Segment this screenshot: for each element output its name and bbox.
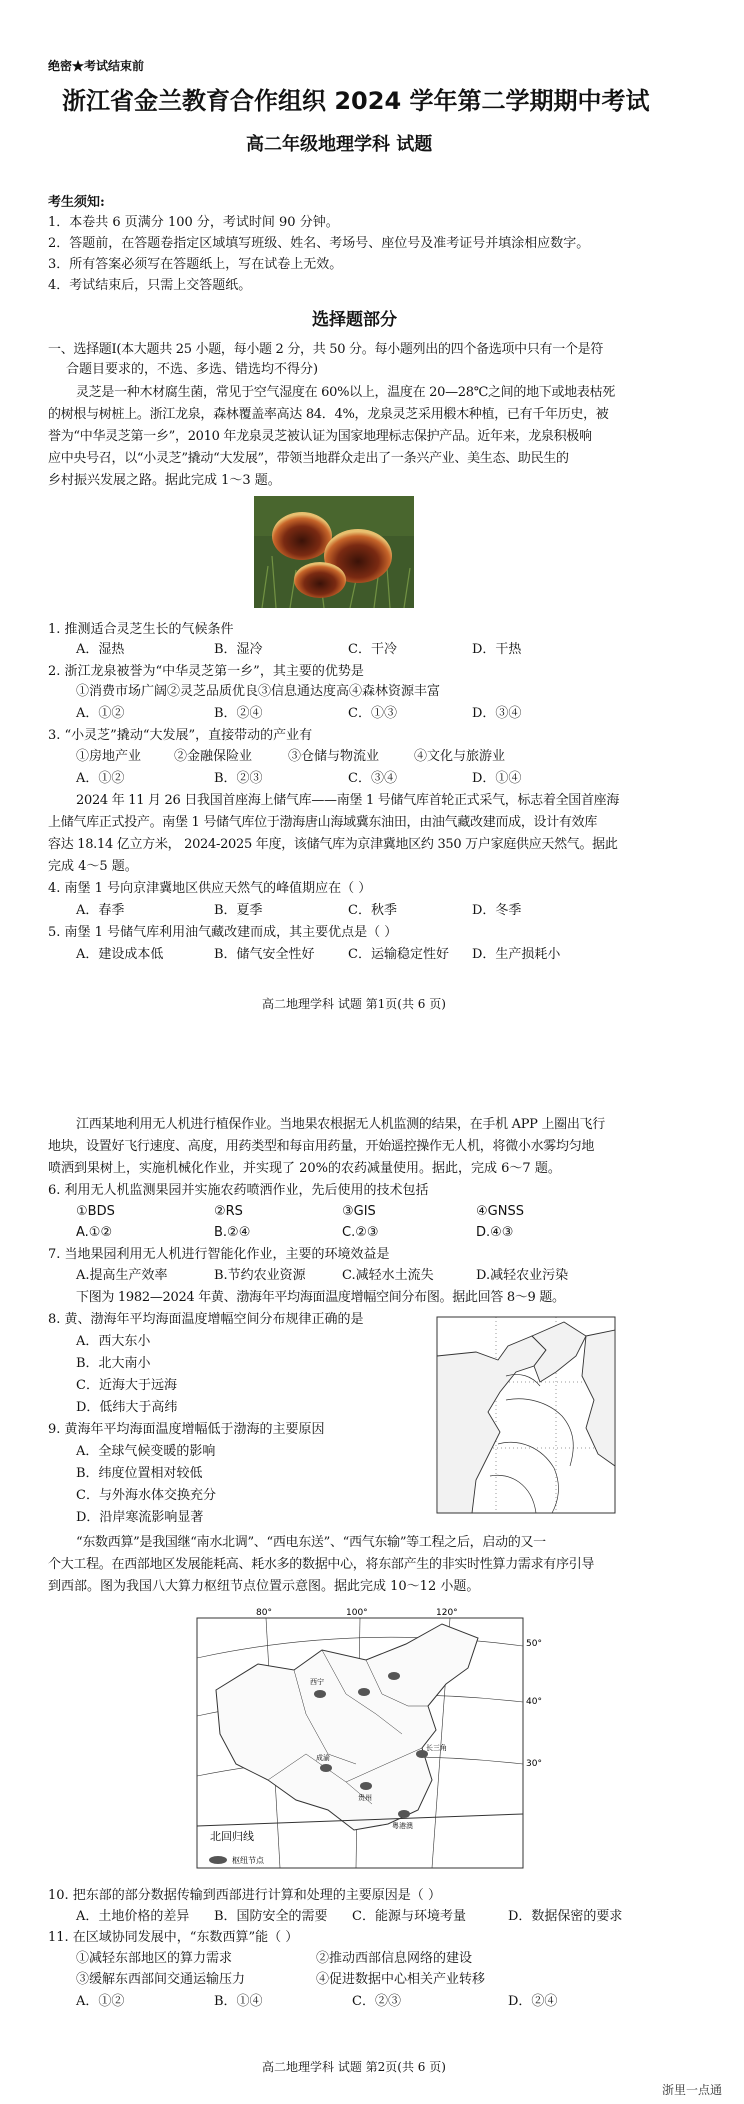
passage3-line: 地块，设置好飞行速度、高度，用药类型和每亩用药量，开始遥控操作无人机，将微小水雾均匀地 <box>48 1139 595 1154</box>
node-label: 长三角 <box>426 1744 447 1752</box>
q3-option-d[interactable]: D．①④ <box>472 771 522 786</box>
q11-option-a[interactable]: A．①② <box>76 1994 125 2009</box>
lon-label: 100° <box>346 1608 368 1618</box>
q3-option-a[interactable]: A．①② <box>76 771 125 786</box>
passage3-line: 江西某地利用无人机进行植保作业。当地果农根据无人机监测的结果，在手机 APP 上圈出飞行 <box>76 1117 605 1132</box>
q6-option-a[interactable]: A.①② <box>76 1225 113 1240</box>
q1-option-d[interactable]: D．干热 <box>472 642 522 657</box>
hub-node <box>388 1672 400 1680</box>
exam-subtitle: 高二年级地理学科 试题 <box>246 134 433 155</box>
lingzhi-photo <box>254 496 414 608</box>
q6-option-b[interactable]: B.②④ <box>214 1225 251 1240</box>
lat-label: 40° <box>526 1697 542 1707</box>
q4-option-a[interactable]: A．春季 <box>76 903 125 918</box>
passage3-line: 喷洒到果树上，实施机械化作业，并实现了 20%的农药减量使用。据此，完成 6～7 题。 <box>48 1161 561 1176</box>
node-label: 粤港澳 <box>392 1822 413 1830</box>
q3-item: ②金融保险业 <box>174 749 253 764</box>
q3-item: ③仓储与物流业 <box>288 749 380 764</box>
q5-option-d[interactable]: D．生产损耗小 <box>472 947 561 962</box>
q11-option-c[interactable]: C．②③ <box>352 1994 401 2009</box>
q11-item: ③缓解东西部间交通运输压力 <box>76 1972 246 1987</box>
notice-item: 1．本卷共 6 页满分 100 分，考试时间 90 分钟。 <box>48 215 339 230</box>
q6-item: ②RS <box>214 1204 243 1219</box>
q9-option-b[interactable]: B．纬度位置相对较低 <box>76 1466 203 1481</box>
q1-option-b[interactable]: B．湿冷 <box>214 642 263 657</box>
q7-option-c[interactable]: C.减轻水土流失 <box>342 1268 434 1283</box>
page2-footer: 高二地理学科 试题 第2页(共 6 页) <box>262 2060 446 2074</box>
q9-option-a[interactable]: A．全球气候变暖的影响 <box>76 1444 216 1459</box>
hub-node <box>358 1688 370 1696</box>
passage4: 下图为 1982—2024 年黄、渤海年平均海面温度增幅空间分布图。据此回答 8～9 题。 <box>76 1290 565 1305</box>
q8-option-b[interactable]: B．北大南小 <box>76 1356 151 1371</box>
q9-option-d[interactable]: D．沿岸寒流影响显著 <box>76 1510 204 1525</box>
q11-item: ①减轻东部地区的算力需求 <box>76 1951 233 1966</box>
section-title: 选择题部分 <box>312 310 397 330</box>
passage1-line: 乡村振兴发展之路。据此完成 1～3 题。 <box>48 473 281 488</box>
q8-option-c[interactable]: C．近海大于远海 <box>76 1378 177 1393</box>
q4-option-c[interactable]: C．秋季 <box>348 903 397 918</box>
secret-label: 绝密★考试结束前 <box>48 59 145 73</box>
q9-stem: 9. 黄海年平均海面温度增幅低于渤海的主要原因 <box>48 1422 325 1437</box>
q11-item: ②推动西部信息网络的建设 <box>316 1951 473 1966</box>
q10-option-b[interactable]: B．国防安全的需要 <box>214 1909 328 1924</box>
q3-option-c[interactable]: C．③④ <box>348 771 397 786</box>
q5-option-b[interactable]: B．储气安全性好 <box>214 947 315 962</box>
lon-label: 80° <box>256 1608 272 1618</box>
node-label: 成渝 <box>316 1754 330 1762</box>
watermark: 浙里一点通 <box>662 2083 723 2097</box>
passage2-line: 容达 18.14 亿立方米， 2024-2025 年度，该储气库为京津冀地区约 350 万户家庭供应天然气。据此 <box>48 837 618 852</box>
sea-temperature-map <box>436 1316 616 1514</box>
hub-node <box>360 1782 372 1790</box>
q9-option-c[interactable]: C．与外海水体交换充分 <box>76 1488 216 1503</box>
q1-option-a[interactable]: A．湿热 <box>76 642 125 657</box>
node-label: 西宁 <box>310 1678 324 1686</box>
notice-title: 考生须知: <box>48 195 105 210</box>
q7-stem: 7. 当地果园利用无人机进行智能化作业，主要的环境效益是 <box>48 1247 390 1262</box>
q6-item: ④GNSS <box>476 1204 524 1219</box>
lingzhi-cap-3 <box>294 562 346 598</box>
q7-option-d[interactable]: D.减轻农业污染 <box>476 1268 569 1283</box>
lat-label: 30° <box>526 1759 542 1769</box>
q6-option-d[interactable]: D.④③ <box>476 1225 514 1240</box>
q3-stem: 3. “小灵芝”撬动“大发展”，直接带动的产业有 <box>48 728 313 743</box>
q8-option-d[interactable]: D．低纬大于高纬 <box>76 1400 178 1415</box>
q5-option-a[interactable]: A．建设成本低 <box>76 947 164 962</box>
q1-stem: 1. 推测适合灵芝生长的气候条件 <box>48 622 234 637</box>
passage2-line: 上储气库正式投产。南堡 1 号储气库位于渤海唐山海域冀东油田，由油气藏改建而成，设计有效库 <box>48 815 598 830</box>
q3-option-b[interactable]: B．②③ <box>214 771 263 786</box>
q2-option-c[interactable]: C．①③ <box>348 706 397 721</box>
passage5-line: “东数西算”是我国继“南水北调”、“西电东送”、“西气东输”等工程之后，启动的又一 <box>76 1535 546 1550</box>
legend-node-icon <box>209 1856 227 1864</box>
q2-option-b[interactable]: B．②④ <box>214 706 263 721</box>
q2-option-d[interactable]: D．③④ <box>472 706 522 721</box>
passage1-line: 应中央号召，以“小灵芝”撬动“大发展”，带领当地群众走出了一条兴产业、美生态、助民生的 <box>48 451 569 466</box>
q10-stem: 10. 把东部的部分数据传输到西部进行计算和处理的主要原因是（ ） <box>48 1888 441 1903</box>
q6-item: ①BDS <box>76 1204 115 1219</box>
q2-stem: 2. 浙江龙泉被誉为“中华灵芝第一乡”，其主要的优势是 <box>48 664 364 679</box>
lon-label: 120° <box>436 1608 458 1618</box>
passage1-line: 灵芝是一种木材腐生菌，常见于空气湿度在 60%以上，温度在 20—28℃之间的地下或地表枯死 <box>76 385 615 400</box>
passage5-line: 到西部。图为我国八大算力枢纽节点位置示意图。据此完成 10～12 小题。 <box>48 1579 480 1594</box>
lingzhi-cap-1 <box>272 512 332 560</box>
q5-option-c[interactable]: C．运输稳定性好 <box>348 947 449 962</box>
notice-item: 4．考试结束后，只需上交答题纸。 <box>48 278 252 293</box>
node-label: 贵州 <box>358 1794 372 1802</box>
q11-option-d[interactable]: D．②④ <box>508 1994 558 2009</box>
hub-node <box>314 1690 326 1698</box>
q11-option-b[interactable]: B．①④ <box>214 1994 263 2009</box>
q10-option-c[interactable]: C．能源与环境考量 <box>352 1909 466 1924</box>
passage2-line: 完成 4～5 题。 <box>48 859 138 874</box>
q5-stem: 5. 南堡 1 号储气库利用油气藏改建而成，其主要优点是（ ） <box>48 925 398 940</box>
hub-node <box>398 1810 410 1818</box>
q6-stem: 6. 利用无人机监测果园并实施农药喷洒作业，先后使用的技术包括 <box>48 1183 429 1198</box>
exam-title: 浙江省金兰教育合作组织 2024 学年第二学期期中考试 <box>62 87 650 115</box>
passage5-line: 个大工程。在西部地区发展能耗高、耗水多的数据中心，将东部产生的非实时性算力需求有序引导 <box>48 1557 595 1572</box>
lat-label: 50° <box>526 1639 542 1649</box>
page1-footer: 高二地理学科 试题 第1页(共 6 页) <box>262 997 446 1011</box>
q10-option-a[interactable]: A．土地价格的差异 <box>76 1909 190 1924</box>
tropic-label: 北回归线 <box>210 1830 254 1843</box>
passage1-line: 誉为“中华灵芝第一乡”，2010 年龙泉灵芝被认证为国家地理标志保护产品。近年来，龙泉积极响 <box>48 429 592 444</box>
section-intro: 合题目要求的，不选、多选、错选均不得分) <box>66 362 319 377</box>
q11-item: ④促进数据中心相关产业转移 <box>316 1972 486 1987</box>
q4-stem: 4. 南堡 1 号向京津冀地区供应天然气的峰值期应在（ ） <box>48 881 372 896</box>
q3-item: ①房地产业 <box>76 749 142 764</box>
notice-item: 3．所有答案必须写在答题纸上，写在试卷上无效。 <box>48 257 343 272</box>
q2-option-a[interactable]: A．①② <box>76 706 125 721</box>
q6-item: ③GIS <box>342 1204 376 1219</box>
q3-item: ④文化与旅游业 <box>414 749 506 764</box>
q8-stem: 8. 黄、渤海年平均海面温度增幅空间分布规律正确的是 <box>48 1312 364 1327</box>
q11-stem: 11. 在区域协同发展中，“东数西算”能（ ） <box>48 1930 299 1945</box>
hub-node <box>320 1764 332 1772</box>
q7-option-a[interactable]: A.提高生产效率 <box>76 1268 168 1283</box>
q6-option-c[interactable]: C.②③ <box>342 1225 379 1240</box>
q8-option-a[interactable]: A．西大东小 <box>76 1334 151 1349</box>
q4-option-b[interactable]: B．夏季 <box>214 903 263 918</box>
section-intro: 一、选择题Ⅰ(本大题共 25 小题，每小题 2 分，共 50 分。每小题列出的四个备选项中只有一个是符 <box>48 342 604 357</box>
q2-items: ①消费市场广阔②灵芝品质优良③信息通达度高④森林资源丰富 <box>76 684 441 699</box>
passage1-line: 的树根与树桩上。浙江龙泉，森林覆盖率高达 84．4%，龙泉灵芝采用椴木种植，已有千年历史，被 <box>48 407 609 422</box>
q4-option-d[interactable]: D．冬季 <box>472 903 522 918</box>
legend-label: 枢纽节点 <box>232 1856 264 1865</box>
q10-option-d[interactable]: D．数据保密的要求 <box>508 1909 623 1924</box>
notice-item: 2．答题前，在答题卷指定区域填写班级、姓名、考场号、座位号及准考证号并填涂相应数字。 <box>48 236 590 251</box>
computing-hub-map <box>196 1604 546 1872</box>
passage2-line: 2024 年 11 月 26 日我国首座海上储气库——南堡 1 号储气库首轮正式采气，标志着全国首座海 <box>76 793 620 808</box>
q1-option-c[interactable]: C．干冷 <box>348 642 397 657</box>
q7-option-b[interactable]: B.节约农业资源 <box>214 1268 306 1283</box>
